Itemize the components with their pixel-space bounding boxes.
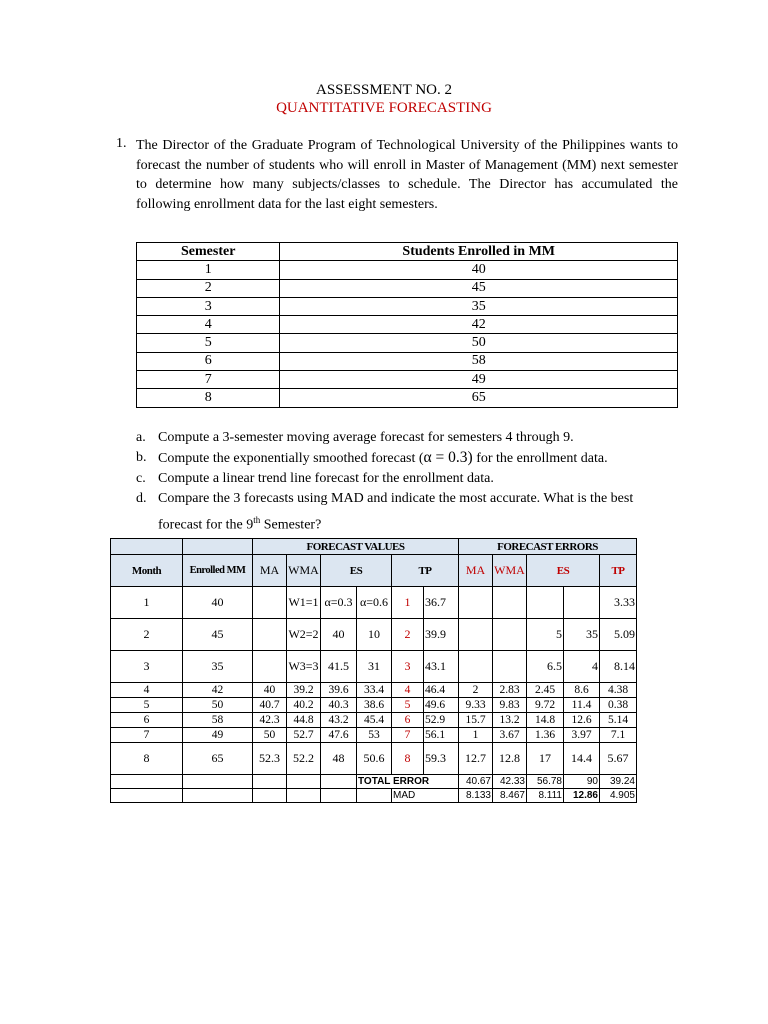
error-es-03-cell: 9.72 [527, 698, 564, 713]
forecast-values-header: FORECAST VALUES [253, 539, 459, 555]
error-tp-cell: 5.14 [600, 713, 637, 728]
error-tp-cell: 8.14 [600, 651, 637, 683]
es-06-cell: 10 [357, 619, 392, 651]
tp-value-cell: 52.9 [424, 713, 459, 728]
error-wma-cell [493, 619, 527, 651]
es-06-cell: 53 [357, 728, 392, 743]
wma-cell: 52.7 [287, 728, 321, 743]
tp-header: TP [392, 555, 459, 587]
enrolled-cell: 42 [183, 683, 253, 698]
blank-cell [111, 775, 183, 789]
enrollment-row [137, 352, 678, 370]
es-06-cell: 38.6 [357, 698, 392, 713]
table-row [111, 698, 637, 713]
total-es-06: 90 [564, 775, 600, 789]
mad-ma: 8.133 [459, 789, 493, 803]
enrollment-header-row [137, 243, 678, 261]
es-06-cell: 45.4 [357, 713, 392, 728]
es-03-cell: 48 [321, 743, 357, 775]
tp-value-cell: 49.6 [424, 698, 459, 713]
semester-cell: 6 [137, 352, 280, 370]
es-06-cell: 31 [357, 651, 392, 683]
error-es-03-cell: 2.45 [527, 683, 564, 698]
error-ma-cell: 2 [459, 683, 493, 698]
table-row [111, 683, 637, 698]
month-cell: 3 [111, 651, 183, 683]
error-ma-cell: 15.7 [459, 713, 493, 728]
students-cell: 42 [280, 316, 678, 334]
error-es-03-cell: 17 [527, 743, 564, 775]
es-03-cell: α=0.3 [321, 587, 357, 619]
total-wma: 42.33 [493, 775, 527, 789]
students-cell: 49 [280, 371, 678, 389]
error-es-03-cell [527, 587, 564, 619]
mad-es-06: 12.86 [564, 789, 600, 803]
subquestion-text: Compute the exponentially smoothed forecast ( [158, 451, 424, 466]
error-tp-cell: 4.38 [600, 683, 637, 698]
table-row [111, 743, 637, 775]
assessment-title: ASSESSMENT NO. 2 [315, 82, 452, 98]
error-es-06-cell: 3.97 [564, 728, 600, 743]
ma-cell: 40.7 [253, 698, 287, 713]
students-cell: 35 [280, 297, 678, 315]
students-cell: 58 [280, 352, 678, 370]
semester-cell: 5 [137, 334, 280, 352]
students-cell: 50 [280, 334, 678, 352]
students-cell: 45 [280, 279, 678, 297]
semester-cell: 4 [137, 316, 280, 334]
month-cell: 2 [111, 619, 183, 651]
subquestion-d [136, 489, 681, 536]
enrolled-cell: 50 [183, 698, 253, 713]
ma-cell: 52.3 [253, 743, 287, 775]
blank-cell [321, 789, 357, 803]
alpha-value: α = 0.3) [423, 449, 473, 466]
error-es-06-cell [564, 587, 600, 619]
enrollment-row [137, 297, 678, 315]
enrolled-cell: 35 [183, 651, 253, 683]
blank-cell [111, 539, 183, 555]
blank-cell [183, 539, 253, 555]
wma-cell: 40.2 [287, 698, 321, 713]
es-header: ES [321, 555, 392, 587]
es-06-cell: α=0.6 [357, 587, 392, 619]
enrolled-cell: 49 [183, 728, 253, 743]
semester-cell: 7 [137, 371, 280, 389]
subquestion-letter: a. [136, 430, 146, 445]
mad-es-03: 8.111 [527, 789, 564, 803]
wma-cell: 39.2 [287, 683, 321, 698]
forecast-table [110, 538, 637, 803]
semester-cell: 8 [137, 389, 280, 407]
subquestion-letter: b. [136, 450, 147, 465]
error-wma-cell: 2.83 [493, 683, 527, 698]
topic-title: QUANTITATIVE FORECASTING [276, 100, 492, 116]
subquestion-text-end: Semester? [260, 517, 322, 533]
blank-cell [287, 789, 321, 803]
error-tp-cell: 5.67 [600, 743, 637, 775]
blank-cell [253, 789, 287, 803]
error-es-03-cell: 14.8 [527, 713, 564, 728]
blank-cell [357, 789, 392, 803]
es-03-cell: 40.3 [321, 698, 357, 713]
wma-cell: W3=3 [287, 651, 321, 683]
error-wma-cell [493, 587, 527, 619]
subquestion-a [136, 428, 681, 448]
semester-cell: 2 [137, 279, 280, 297]
question-number: 1. [116, 136, 127, 151]
error-tp-header: TP [600, 555, 637, 587]
students-header: Students Enrolled in MM [280, 243, 678, 261]
wma-header: WMA [287, 555, 321, 587]
table-row [111, 713, 637, 728]
error-wma-cell: 9.83 [493, 698, 527, 713]
month-cell: 6 [111, 713, 183, 728]
ma-cell: 42.3 [253, 713, 287, 728]
ordinal-suffix: th [253, 514, 261, 525]
es-06-cell: 50.6 [357, 743, 392, 775]
blank-cell [183, 775, 253, 789]
table-row [111, 728, 637, 743]
enrollment-table [136, 242, 678, 408]
blank-cell [321, 775, 357, 789]
students-cell: 65 [280, 389, 678, 407]
semester-header: Semester [137, 243, 280, 261]
tp-period-cell: 7 [392, 728, 424, 743]
error-wma-cell: 3.67 [493, 728, 527, 743]
subquestion-c [136, 469, 681, 489]
mad-row [111, 789, 637, 803]
total-error-label: TOTAL ERROR [357, 775, 459, 789]
month-header: Month [111, 555, 183, 587]
total-es-03: 56.78 [527, 775, 564, 789]
blank-cell [183, 789, 253, 803]
month-cell: 7 [111, 728, 183, 743]
es-03-cell: 47.6 [321, 728, 357, 743]
error-ma-cell [459, 587, 493, 619]
error-wma-cell [493, 651, 527, 683]
error-ma-cell [459, 619, 493, 651]
error-tp-cell: 0.38 [600, 698, 637, 713]
mad-label: MAD [392, 789, 459, 803]
enrollment-row [137, 371, 678, 389]
subquestion-text: Compare the 3 forecasts using MAD and indicate the most accurate. What is the best forecast for the 9 [158, 491, 634, 533]
tp-period-cell: 6 [392, 713, 424, 728]
group-header-row [111, 539, 637, 555]
wma-cell: W2=2 [287, 619, 321, 651]
table-row [111, 619, 637, 651]
subquestion-text: Compute a 3-semester moving average forecast for semesters 4 through 9. [158, 430, 574, 445]
error-es-06-cell: 14.4 [564, 743, 600, 775]
error-es-03-cell: 5 [527, 619, 564, 651]
es-03-cell: 43.2 [321, 713, 357, 728]
ma-cell: 40 [253, 683, 287, 698]
month-cell: 5 [111, 698, 183, 713]
error-wma-cell: 12.8 [493, 743, 527, 775]
error-es-06-cell: 11.4 [564, 698, 600, 713]
ma-cell [253, 651, 287, 683]
enrolled-cell: 58 [183, 713, 253, 728]
wma-cell: 44.8 [287, 713, 321, 728]
total-tp: 39.24 [600, 775, 637, 789]
tp-period-cell: 1 [392, 587, 424, 619]
enrollment-row [137, 316, 678, 334]
ma-cell [253, 619, 287, 651]
tp-period-cell: 5 [392, 698, 424, 713]
tp-period-cell: 3 [392, 651, 424, 683]
tp-period-cell: 4 [392, 683, 424, 698]
error-es-03-cell: 1.36 [527, 728, 564, 743]
error-es-06-cell: 35 [564, 619, 600, 651]
enrolled-cell: 45 [183, 619, 253, 651]
es-03-cell: 41.5 [321, 651, 357, 683]
tp-value-cell: 56.1 [424, 728, 459, 743]
error-tp-cell: 5.09 [600, 619, 637, 651]
blank-cell [111, 789, 183, 803]
blank-cell [287, 775, 321, 789]
subquestion-text-end: for the enrollment data. [472, 451, 608, 466]
subquestion-letter: d. [136, 491, 147, 506]
error-wma-cell: 13.2 [493, 713, 527, 728]
error-ma-cell: 12.7 [459, 743, 493, 775]
table-row [111, 587, 637, 619]
subquestion-letter: c. [136, 471, 146, 486]
error-es-06-cell: 8.6 [564, 683, 600, 698]
subquestion-text: Compute a linear trend line forecast for the enrollment data. [158, 471, 494, 486]
ma-cell: 50 [253, 728, 287, 743]
error-tp-cell: 3.33 [600, 587, 637, 619]
month-cell: 8 [111, 743, 183, 775]
error-ma-cell: 9.33 [459, 698, 493, 713]
total-error-row [111, 775, 637, 789]
month-cell: 1 [111, 587, 183, 619]
es-06-cell: 33.4 [357, 683, 392, 698]
subquestion-list [136, 428, 681, 536]
blank-cell [253, 775, 287, 789]
wma-cell: 52.2 [287, 743, 321, 775]
error-ma-cell [459, 651, 493, 683]
es-03-cell: 40 [321, 619, 357, 651]
tp-value-cell: 39.9 [424, 619, 459, 651]
forecast-errors-header: FORECAST ERRORS [459, 539, 637, 555]
tp-value-cell: 43.1 [424, 651, 459, 683]
month-cell: 4 [111, 683, 183, 698]
tp-value-cell: 59.3 [424, 743, 459, 775]
error-tp-cell: 7.1 [600, 728, 637, 743]
tp-value-cell: 36.7 [424, 587, 459, 619]
error-ma-cell: 1 [459, 728, 493, 743]
mad-wma: 8.467 [493, 789, 527, 803]
error-wma-header: WMA [493, 555, 527, 587]
error-es-06-cell: 4 [564, 651, 600, 683]
enrollment-row [137, 279, 678, 297]
error-es-03-cell: 6.5 [527, 651, 564, 683]
semester-cell: 1 [137, 261, 280, 279]
tp-period-cell: 8 [392, 743, 424, 775]
tp-value-cell: 46.4 [424, 683, 459, 698]
subquestion-b [136, 448, 681, 469]
error-es-06-cell: 12.6 [564, 713, 600, 728]
table-row [111, 651, 637, 683]
enrolled-cell: 40 [183, 587, 253, 619]
students-cell: 40 [280, 261, 678, 279]
es-03-cell: 39.6 [321, 683, 357, 698]
enrollment-row [137, 389, 678, 407]
mad-tp: 4.905 [600, 789, 637, 803]
wma-cell: W1=1 [287, 587, 321, 619]
enrolled-header: Enrolled MM [183, 555, 253, 587]
semester-cell: 3 [137, 297, 280, 315]
column-header-row [111, 555, 637, 587]
question-text: The Director of the Graduate Program of Technological University of the Philippines wants to forecast the number of students who will enroll in Master of Management (MM) next semester to determine how many subjects/classes to schedule. The Director has accumulated the following enrollment data for the last eight semesters. [136, 138, 678, 212]
enrolled-cell: 65 [183, 743, 253, 775]
error-ma-header: MA [459, 555, 493, 587]
enrollment-row [137, 261, 678, 279]
enrollment-row [137, 334, 678, 352]
ma-cell [253, 587, 287, 619]
total-ma: 40.67 [459, 775, 493, 789]
ma-header: MA [253, 555, 287, 587]
error-es-header: ES [527, 555, 600, 587]
tp-period-cell: 2 [392, 619, 424, 651]
